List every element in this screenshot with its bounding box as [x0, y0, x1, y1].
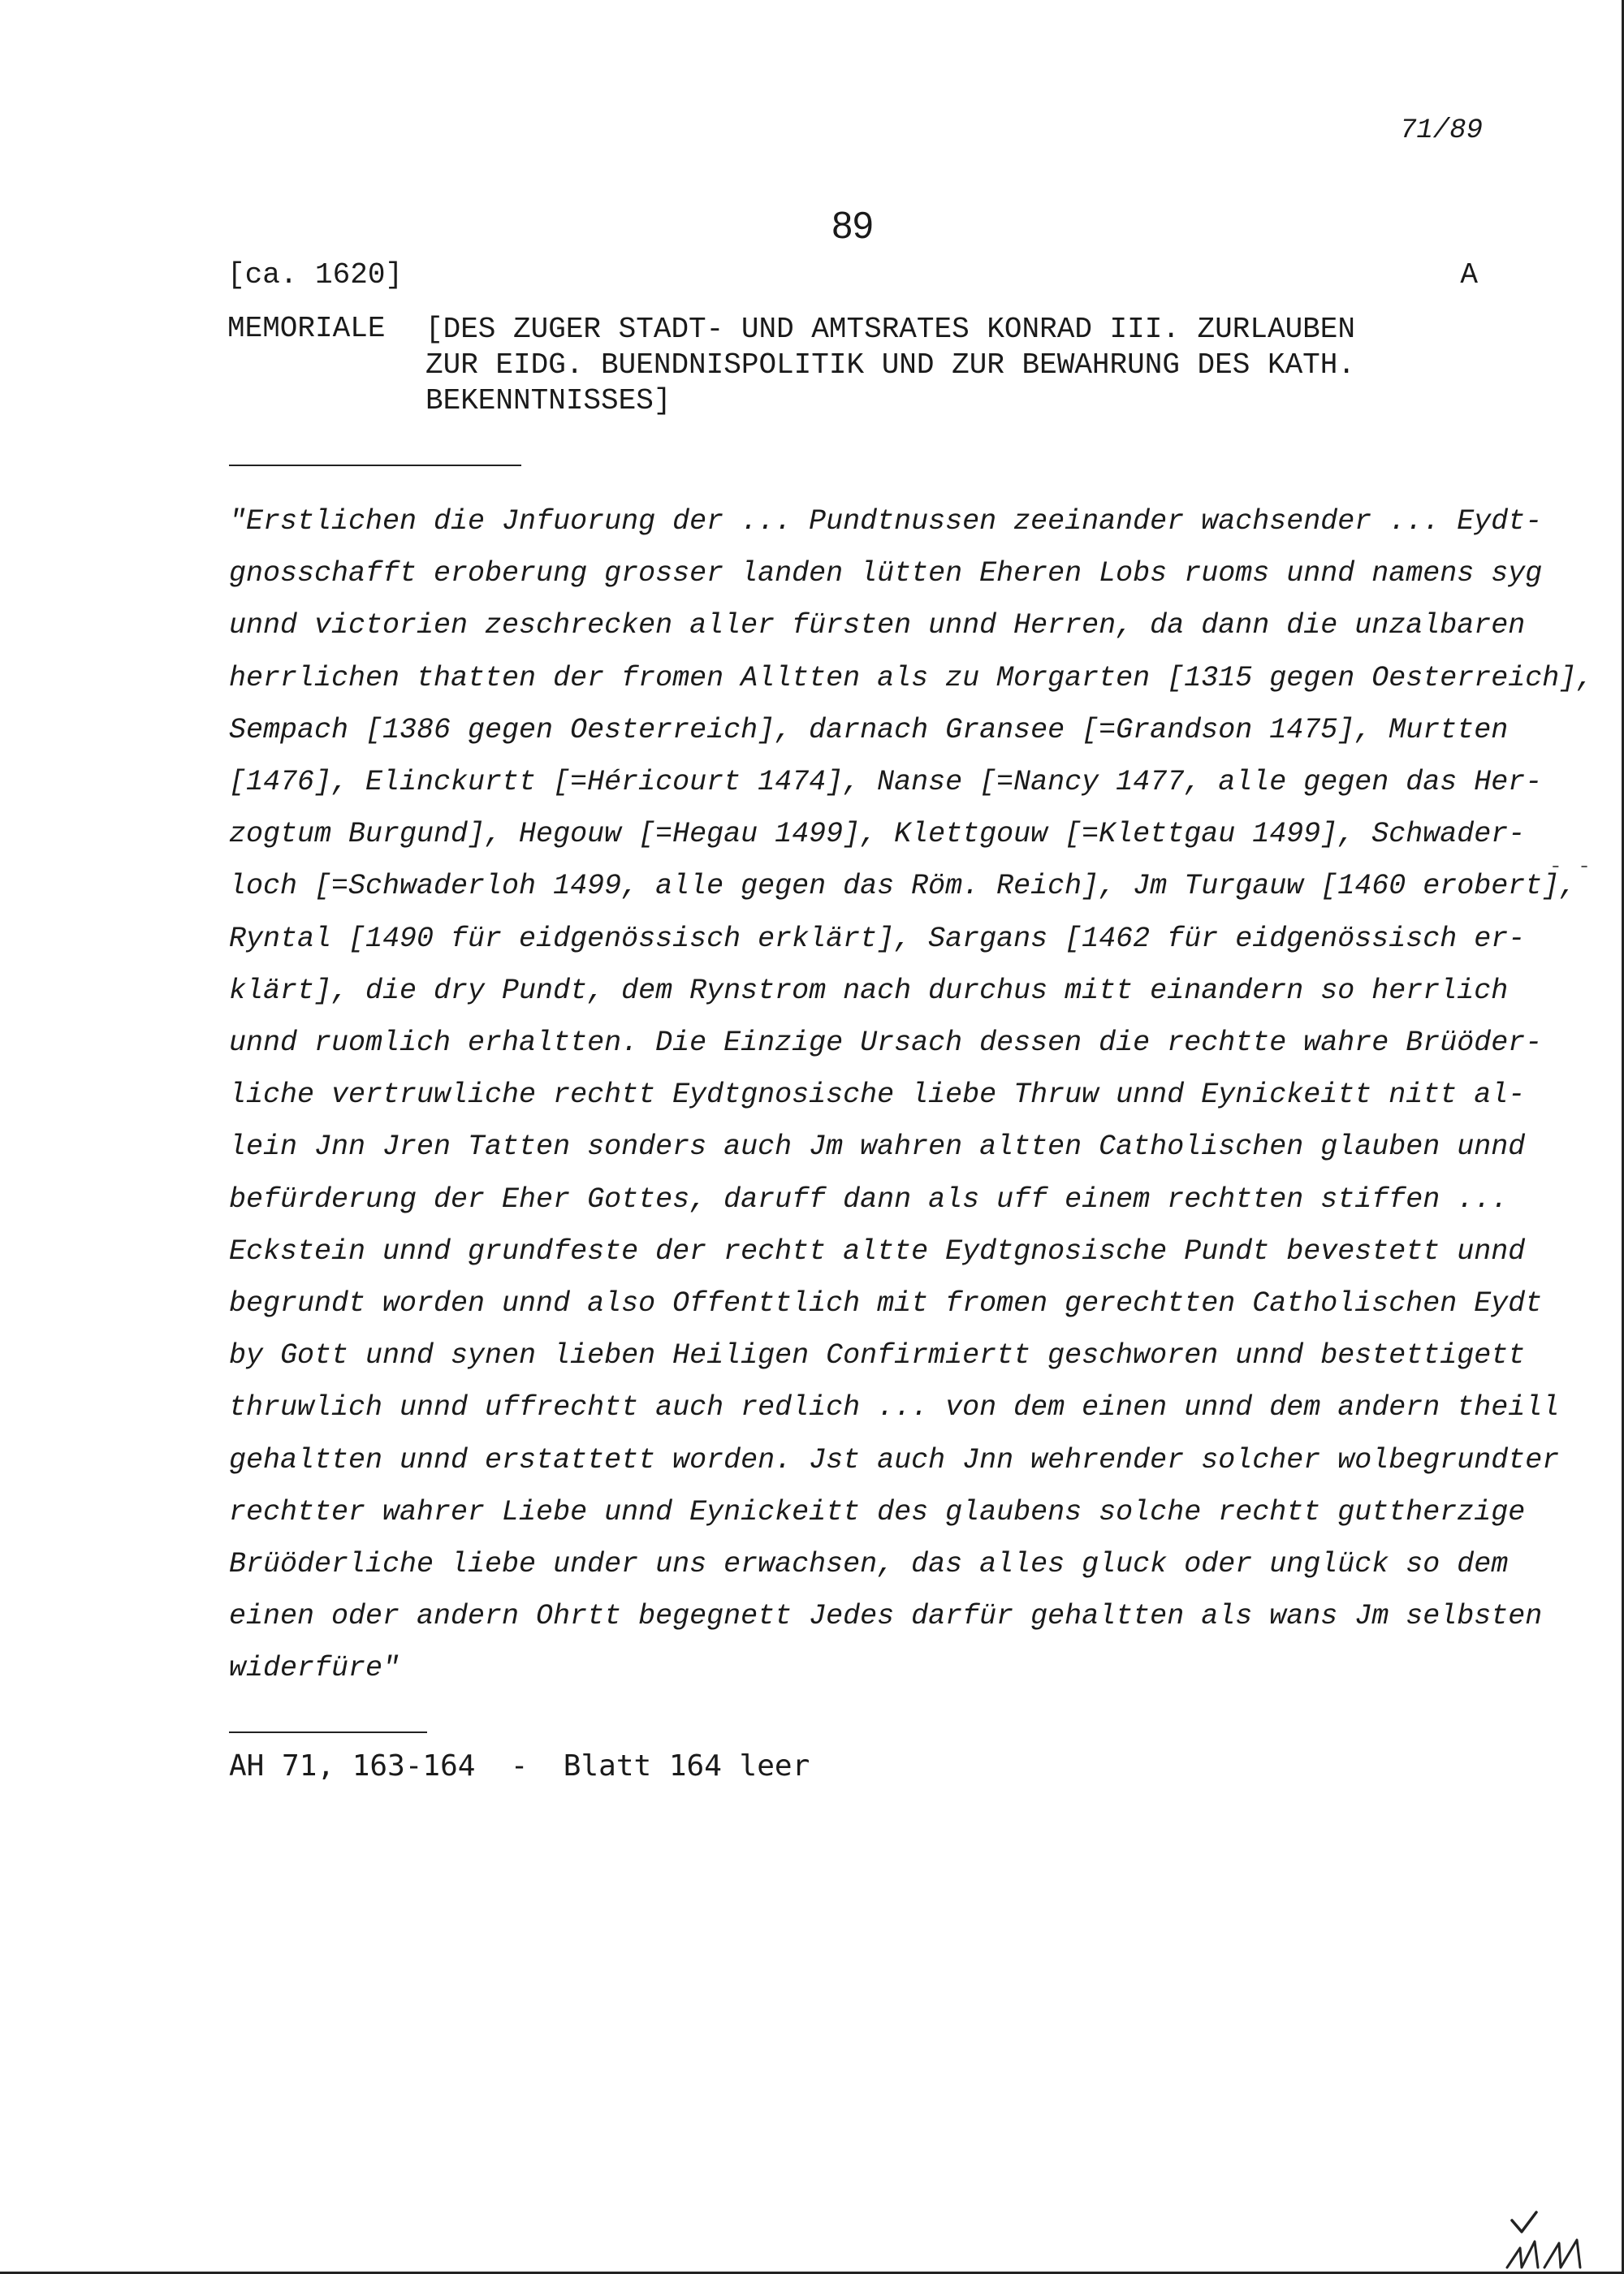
document-number: 89	[831, 204, 874, 246]
quote-line: loch [=Schwaderloh 1499, alle gegen das Röm. Reich], Jm Turgauw [1460 erobert],	[229, 870, 1577, 903]
section-letter: A	[1460, 258, 1478, 292]
quote-line: thruwlich unnd uffrechtt auch redlich ... von dem einen unnd dem andern theill	[229, 1391, 1560, 1424]
quote-line: herrlichen thatten der fromen Alltten als zu Morgarten [1315 gegen Oesterreich],	[229, 661, 1594, 694]
quote-line: rechtter wahrer Liebe unnd Eynickeitt des glaubens solche rechtt guttherzige	[229, 1495, 1526, 1528]
quote-line: einen oder andern Ohrtt begegnett Jedes darfür gehaltten als wans Jm selbsten	[229, 1600, 1543, 1633]
document-date: [ca. 1620]	[227, 258, 404, 292]
title-label: MEMORIALE	[227, 312, 386, 345]
quote-line: gehaltten unnd erstattett worden. Jst auch Jnn wehrender solcher wolbegrundter	[229, 1443, 1560, 1476]
quotation-body	[229, 495, 1594, 1695]
quote-line: gnosschafft eroberung grosser landen lütten Eheren Lobs ruoms unnd namens syg	[229, 557, 1543, 590]
title-line: BEKENNTNISSES]	[425, 384, 672, 417]
quote-line: [1476], Elinckurtt [=Héricourt 1474], Nanse [=Nancy 1477, alle gegen das Her-	[229, 766, 1543, 799]
bottom-divider	[229, 1731, 427, 1733]
top-divider	[229, 465, 521, 466]
quote-line: zogtum Burgund], Hegouw [=Hegau 1499], Klettgouw [=Klettgau 1499], Schwader-	[229, 818, 1526, 851]
quote-line: widerfüre"	[229, 1652, 400, 1685]
marginal-dots: - -	[1549, 854, 1592, 879]
quote-line: Sempach [1386 gegen Oesterreich], darnach Gransee [=Grandson 1475], Murtten	[229, 713, 1509, 746]
quote-line: by Gott unnd synen lieben Heiligen Confirmiertt geschworen unnd bestettigett	[229, 1339, 1526, 1373]
quote-line: lein Jnn Jren Tatten sonders auch Jm wahren altten Catholischen glauben unnd	[229, 1131, 1526, 1164]
quote-line: Eckstein unnd grundfeste der rechtt altte Eydtgnosische Pundt bevestett unnd	[229, 1234, 1526, 1268]
title-line: [DES ZUGER STADT- UND AMTSRATES KONRAD III. ZURLAUBEN	[425, 313, 1355, 346]
document-title	[425, 312, 1497, 419]
quote-line: begrundt worden unnd also Offenttlich mit fromen gerechtten Catholischen Eydt	[229, 1287, 1543, 1321]
quote-line: "Erstlichen die Jnfuorung der ... Pundtnussen zeeinander wachsender ... Eydt-	[229, 505, 1543, 538]
title-line: ZUR EIDG. BUENDNISPOLITIK UND ZUR BEWAHRUNG DES KATH.	[425, 348, 1355, 382]
quote-line: unnd victorien zeschrecken aller fürsten unnd Herren, da dann die unzalbaren	[229, 609, 1526, 642]
quote-line: Brüöderliche liebe under uns erwachsen, das alles gluck oder unglück so dem	[229, 1548, 1509, 1581]
quote-line: Ryntal [1490 für eidgenössisch erklärt], Sargans [1462 für eidgenössisch er-	[229, 922, 1526, 955]
quote-line: unnd ruomlich erhaltten. Die Einzige Ursach dessen die rechtte wahre Brüöder-	[229, 1027, 1543, 1060]
quote-line: befürderung der Eher Gottes, daruff dann als uff einem rechtten stiffen ...	[229, 1182, 1509, 1216]
quote-line: liche vertruwliche rechtt Eydtgnosische liebe Thruw unnd Eynickeitt nitt al-	[229, 1079, 1526, 1112]
handwritten-initials-icon	[1502, 2235, 1592, 2271]
source-citation: AH 71, 163-164 - Blatt 164 leer	[229, 1749, 810, 1783]
check-mark-icon	[1509, 2209, 1541, 2238]
quote-line: klärt], die dry Pundt, dem Rynstrom nach durchus mitt einandern so herrlich	[229, 974, 1509, 1007]
page-reference: 71/89	[1399, 115, 1483, 146]
